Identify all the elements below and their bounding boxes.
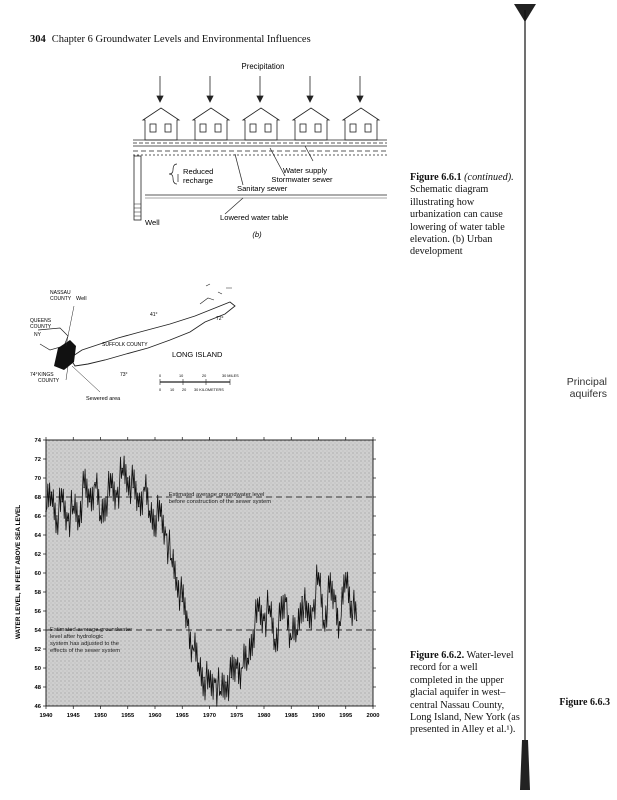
house-icon xyxy=(243,108,279,140)
y-tick-label: 72 xyxy=(34,457,41,463)
data-point xyxy=(127,477,128,478)
well-casing-icon xyxy=(134,156,141,220)
data-point xyxy=(122,468,123,469)
scale-mi-30: 30 MILES xyxy=(222,374,239,378)
kings-label: KINGS xyxy=(38,372,54,378)
data-point xyxy=(296,629,297,630)
data-point xyxy=(356,620,357,621)
x-tick-label: 1950 xyxy=(94,713,107,719)
plot-area xyxy=(46,440,373,706)
data-point xyxy=(51,492,52,493)
data-point xyxy=(334,601,335,602)
data-point xyxy=(165,534,166,535)
data-point xyxy=(149,511,150,512)
data-point xyxy=(329,591,330,592)
caption-continued: (continued). xyxy=(464,172,514,183)
data-point xyxy=(291,639,292,640)
y-tick-label: 52 xyxy=(34,647,41,653)
lowered-water-table-label: Lowered water table xyxy=(220,213,289,222)
chapter-title: Chapter 6 Groundwater Levels and Environmental Influences xyxy=(51,34,311,45)
data-point xyxy=(67,520,68,521)
data-point xyxy=(345,572,346,573)
y-tick-label: 48 xyxy=(34,685,41,691)
data-point xyxy=(171,558,172,559)
reference-label-before: Estimated average groundwater level before construction of the sewer system xyxy=(168,492,272,505)
data-point xyxy=(83,487,84,488)
data-point xyxy=(111,487,112,488)
data-point xyxy=(56,515,57,516)
data-point xyxy=(143,487,144,488)
page-number: 304 xyxy=(30,34,46,45)
nassau-label: NASSAU xyxy=(50,290,71,296)
scale-km-10: 10 xyxy=(170,388,175,392)
data-point xyxy=(214,682,215,683)
queens-label: QUEENS xyxy=(30,318,52,324)
data-point xyxy=(312,610,313,611)
lon-73-label: 73° xyxy=(120,372,128,378)
data-point xyxy=(225,682,226,683)
nassau-county-label: COUNTY xyxy=(50,296,72,302)
data-point xyxy=(252,629,253,630)
suffolk-label: SUFFOLK COUNTY xyxy=(102,342,148,348)
y-tick-label: 66 xyxy=(34,514,41,520)
house-window xyxy=(350,124,356,132)
panel-label: (b) xyxy=(252,230,262,239)
data-point xyxy=(340,625,341,626)
y-tick-label: 70 xyxy=(34,476,41,482)
data-point xyxy=(105,496,106,497)
data-point xyxy=(203,677,204,678)
house-window xyxy=(300,124,306,132)
precipitation-label: Precipitation xyxy=(241,62,285,71)
data-point xyxy=(258,610,259,611)
data-point xyxy=(285,601,286,602)
x-tick-label: 1970 xyxy=(203,713,216,719)
data-point xyxy=(274,639,275,640)
data-point xyxy=(247,658,248,659)
house-icon xyxy=(343,108,379,140)
x-tick-label: 1985 xyxy=(284,713,298,719)
data-point xyxy=(236,667,237,668)
precipitation-arrows xyxy=(157,76,363,102)
long-island-label: LONG ISLAND xyxy=(172,350,223,359)
data-point xyxy=(138,506,139,507)
well-label: Well xyxy=(145,218,160,227)
scale-mi-0: 0 xyxy=(159,374,162,378)
house-window xyxy=(250,124,256,132)
house-window xyxy=(315,124,321,132)
sidebar-principal: Principal xyxy=(566,376,607,388)
data-point xyxy=(116,496,117,497)
scale-km-30: 30 KILOMETERS xyxy=(194,388,224,392)
y-tick-label: 50 xyxy=(34,666,41,672)
figure-6-6-1-caption xyxy=(410,172,520,259)
scale-km-0: 0 xyxy=(159,388,162,392)
scale-mi-20: 20 xyxy=(202,374,207,378)
lat-41-label: 41° xyxy=(150,312,158,318)
x-tick-label: 1955 xyxy=(121,713,135,719)
ny-label: NY xyxy=(34,332,41,338)
data-point xyxy=(242,667,243,668)
data-point xyxy=(89,501,90,502)
x-tick-label: 1940 xyxy=(39,713,53,719)
data-point xyxy=(187,625,188,626)
data-point xyxy=(100,515,101,516)
sewered-area-label: Sewered area xyxy=(86,396,121,402)
recharge-label: recharge xyxy=(183,176,213,185)
data-point xyxy=(182,601,183,602)
house-window xyxy=(165,124,171,132)
long-island-map xyxy=(30,280,265,415)
scale-km-20: 20 xyxy=(182,388,187,392)
y-tick-label: 46 xyxy=(34,704,41,710)
data-point xyxy=(45,511,46,512)
data-point xyxy=(307,620,308,621)
x-tick-label: 1965 xyxy=(175,713,189,719)
house-window xyxy=(265,124,271,132)
urbanization-schematic xyxy=(125,58,405,248)
lon-72-label: 72° xyxy=(216,316,224,322)
y-tick-label: 68 xyxy=(34,495,41,501)
data-point xyxy=(231,677,232,678)
data-point xyxy=(78,515,79,516)
sidebar-principal-aquifers xyxy=(545,376,607,400)
reduced-label: Reduced xyxy=(183,167,214,176)
sewered-area-icon xyxy=(54,340,76,370)
y-tick-label: 58 xyxy=(34,590,41,596)
y-tick-label: 74 xyxy=(34,438,41,444)
reference-label-after: Estimated average groundwater level after hydrologic system has adjusted to the effects of the sewer system xyxy=(50,627,133,654)
x-tick-label: 1960 xyxy=(148,713,162,719)
data-point xyxy=(176,577,177,578)
sanitary-sewer-label: Sanitary sewer xyxy=(237,184,288,193)
data-point xyxy=(318,572,319,573)
data-point xyxy=(192,648,193,649)
data-point xyxy=(94,482,95,483)
house-icon xyxy=(193,108,229,140)
house-window xyxy=(200,124,206,132)
x-tick-label: 1980 xyxy=(257,713,271,719)
house-icon xyxy=(143,108,179,140)
islands xyxy=(200,284,232,304)
data-point xyxy=(280,620,281,621)
data-point xyxy=(209,686,210,687)
sidebar-figure-663: Figure 6.6.3 xyxy=(559,697,610,708)
house-icon xyxy=(293,108,329,140)
data-point xyxy=(154,515,155,516)
y-tick-label: 54 xyxy=(34,628,41,634)
page-header xyxy=(30,34,311,45)
kings-county-label: COUNTY xyxy=(38,378,60,384)
data-point xyxy=(269,606,270,607)
data-point xyxy=(301,596,302,597)
y-tick-label: 56 xyxy=(34,609,41,615)
scale-bar xyxy=(159,374,239,392)
house-window xyxy=(365,124,371,132)
y-tick-label: 64 xyxy=(34,533,41,539)
data-point xyxy=(73,506,74,507)
y-tick-label: 62 xyxy=(34,552,41,558)
caption-text-2: Water-level record for a well completed in the upper glacial aquifer in west–central Nassau County, Long Island, New York (as presented in Alley et al.¹). xyxy=(410,650,520,736)
lon-74-label: 74° xyxy=(30,372,38,378)
data-point xyxy=(323,620,324,621)
data-point xyxy=(351,601,352,602)
y-axis-label: WATER LEVEL, IN FEET ABOVE SEA LEVEL xyxy=(15,504,22,640)
data-point xyxy=(62,501,63,502)
caption-label: Figure 6.6.1 xyxy=(410,172,462,183)
water-supply-label: Water supply xyxy=(282,166,328,175)
water-level-chart xyxy=(8,432,383,732)
data-point xyxy=(133,487,134,488)
caption-label-2: Figure 6.6.2. xyxy=(410,650,465,661)
data-point xyxy=(263,620,264,621)
house-window xyxy=(150,124,156,132)
data-point xyxy=(160,515,161,516)
x-tick-label: 1990 xyxy=(312,713,325,719)
x-tick-label: 1945 xyxy=(66,713,80,719)
y-tick-label: 60 xyxy=(34,571,41,577)
data-point xyxy=(220,691,221,692)
figure-6-6-2-caption xyxy=(410,650,520,737)
house-window xyxy=(215,124,221,132)
well-map-label: Well xyxy=(76,296,87,302)
sidebar-aquifers: aquifers xyxy=(569,388,607,400)
scale-mi-10: 10 xyxy=(179,374,184,378)
stormwater-sewer-label: Stormwater sewer xyxy=(271,175,333,184)
houses xyxy=(143,108,379,140)
caption-text: Schematic diagram illustrating how urbanization can cause lowering of water table elevation. (b) Urban development xyxy=(410,184,505,258)
x-tick-label: 2000 xyxy=(366,713,380,719)
data-point xyxy=(198,663,199,664)
queens-county-label: COUNTY xyxy=(30,324,52,330)
x-tick-label: 1975 xyxy=(230,713,244,719)
x-tick-label: 1995 xyxy=(339,713,353,719)
